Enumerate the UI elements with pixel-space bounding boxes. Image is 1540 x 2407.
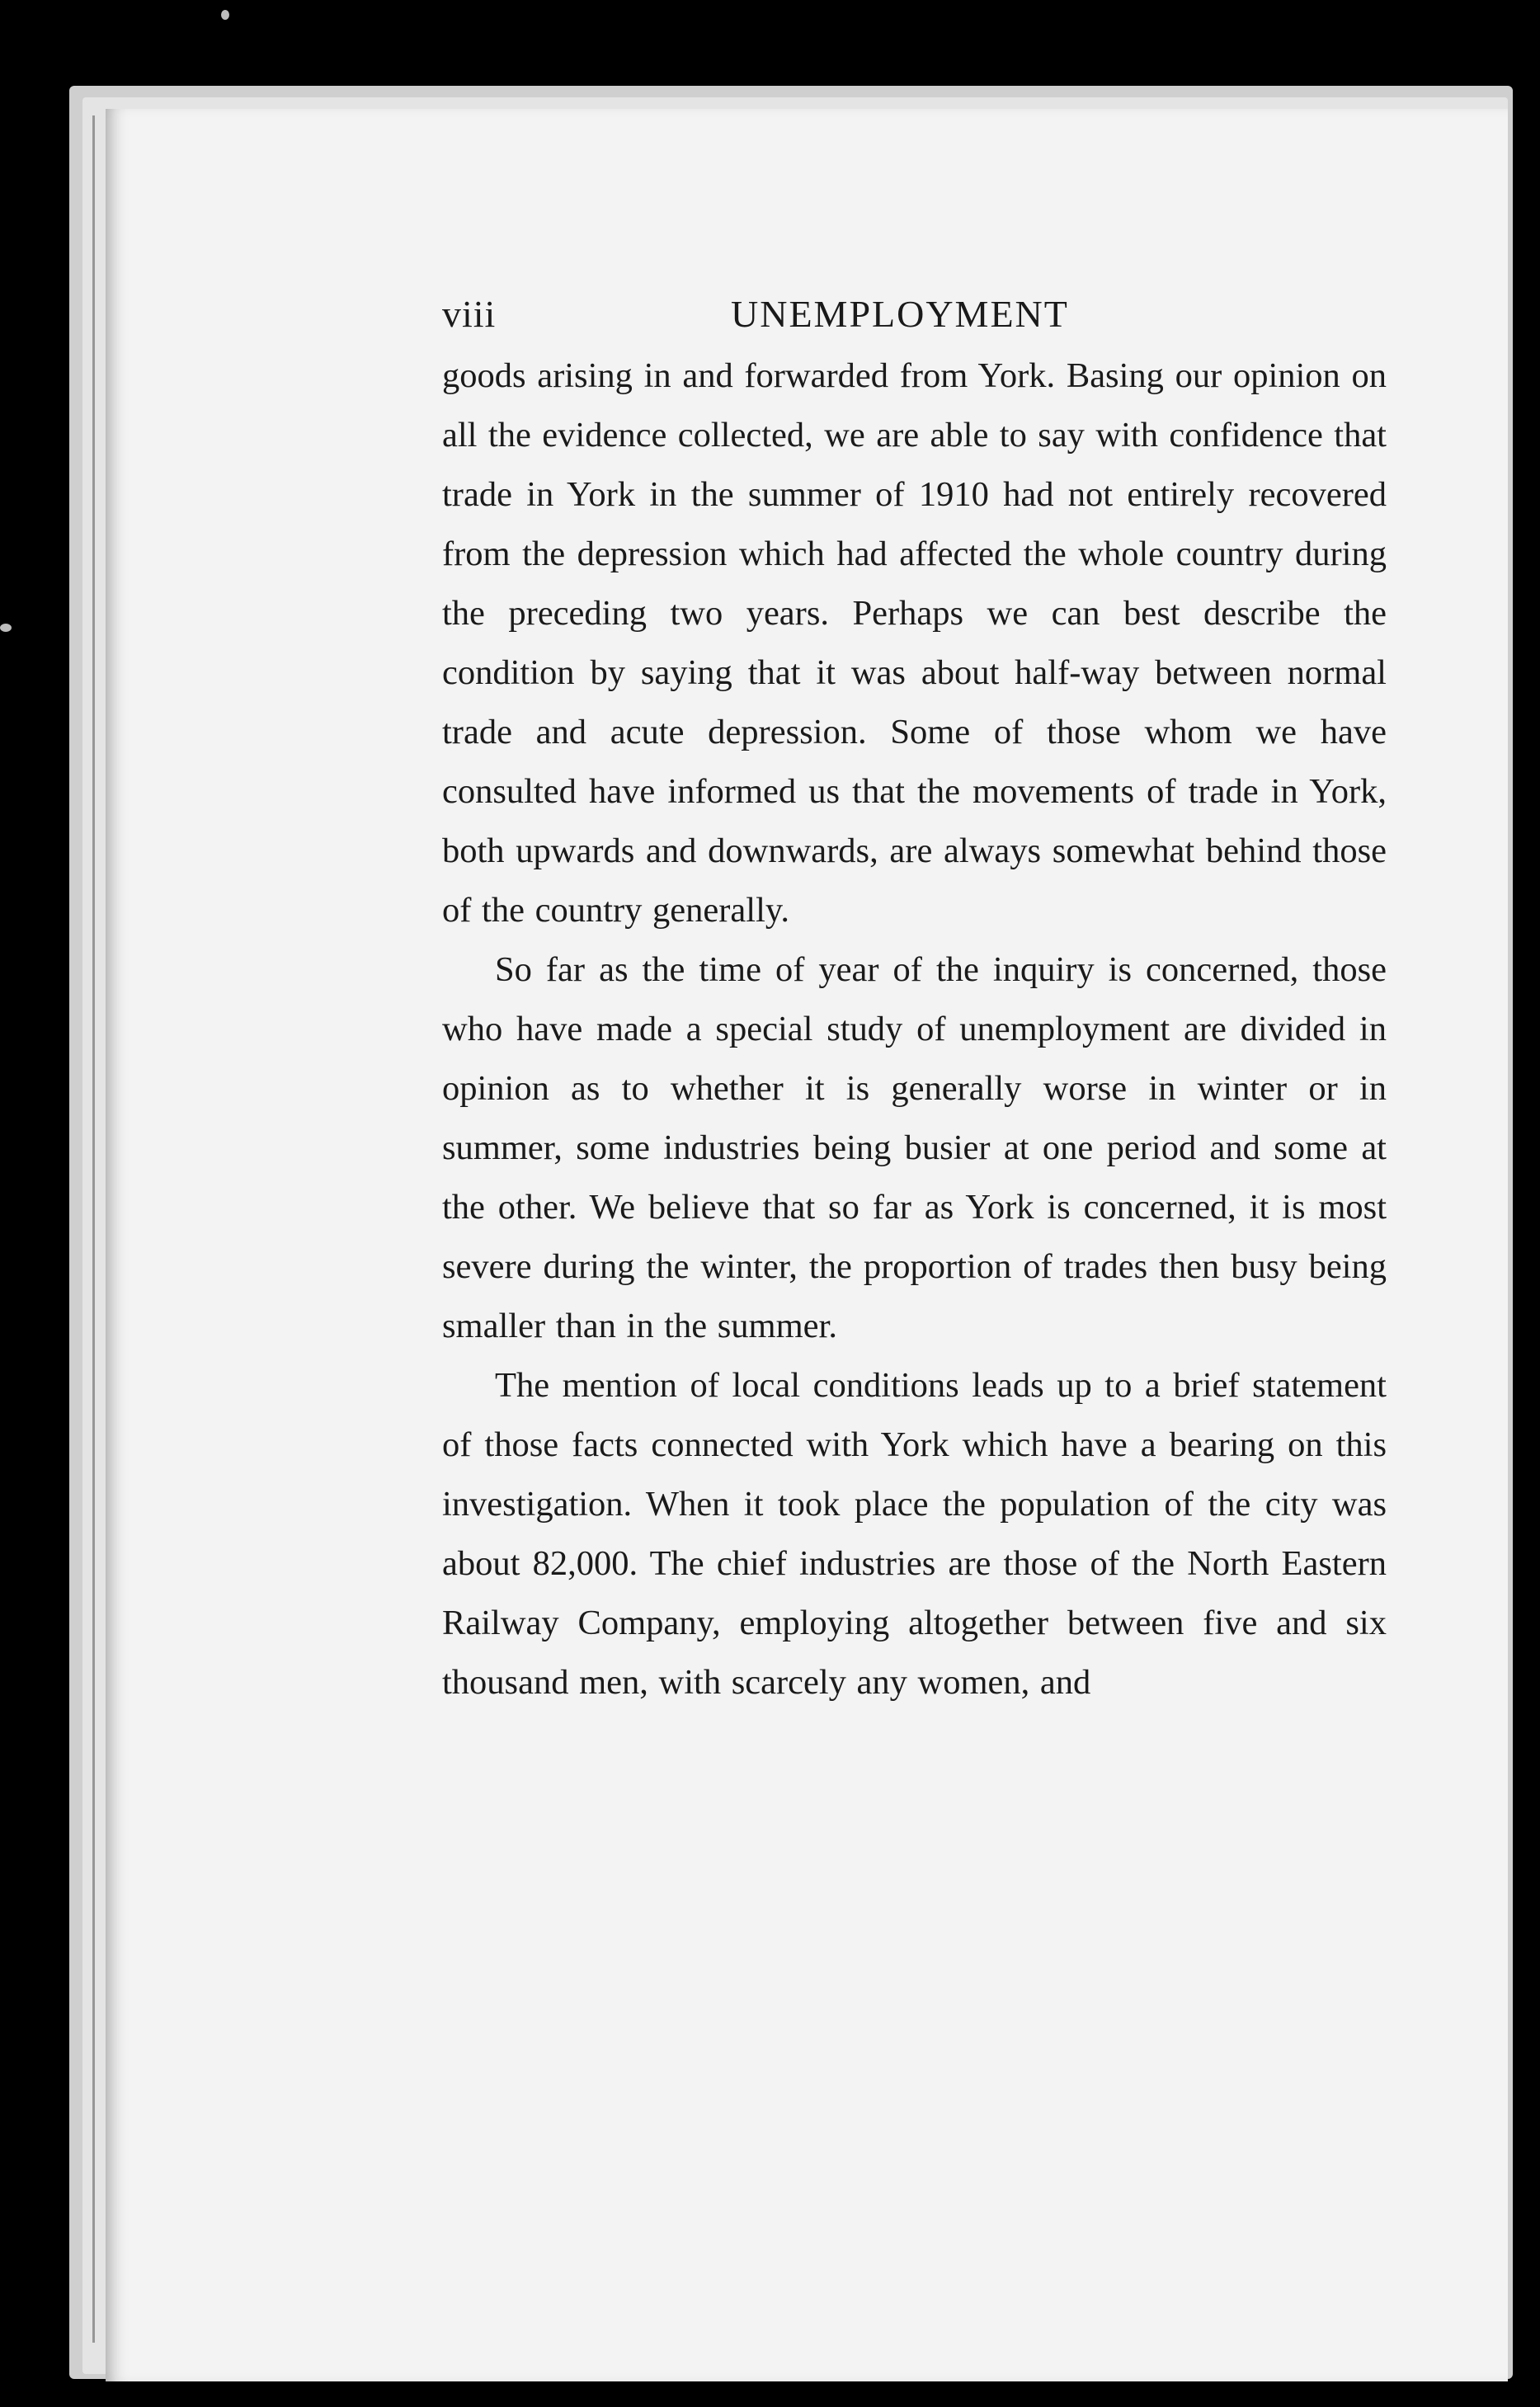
page-text-block [442, 280, 1387, 1712]
running-head [442, 280, 1387, 346]
scan-speck [221, 10, 229, 20]
paragraph: The mention of local conditions leads up to a brief statement of those facts connected with York which have a bearing on this investigation. When it took place the population of the city was about 82,000. The chief industries are those of the North Eastern Railway Company, employing altogether between five and six thousand men, with scarcely any women, and [442, 1366, 1387, 1702]
scan-speck [0, 624, 12, 632]
binding-edge-line [92, 115, 95, 2343]
paragraph: goods arising in and forwarded from York. Basing our opinion on all the evidence collected, we are able to say with confidence that trade in York in the summer of 1910 had not entirely recovered from the depression which had affected the whole country during the preceding two years. Perhaps we can best describe the condition by saying that it was about half-way between normal trade and acute depression. Some of those whom we have consulted have informed us that the movements of trade in York, both upwards and downwards, are always somewhat behind those of the country generally. [442, 356, 1387, 930]
running-title: UNEMPLOYMENT [731, 293, 1069, 335]
page-number: viii [442, 293, 497, 335]
paragraph: So far as the time of year of the inquiry is concerned, those who have made a special study of unemployment are divided in opinion as to whether it is generally worse in winter or in summer, some industries being busier at one period and some at the other. We believe that so far as York is concerned, it is most severe during the winter, the proportion of trades then busy being smaller than in the summer. [442, 950, 1387, 1345]
body-text [442, 346, 1387, 1712]
